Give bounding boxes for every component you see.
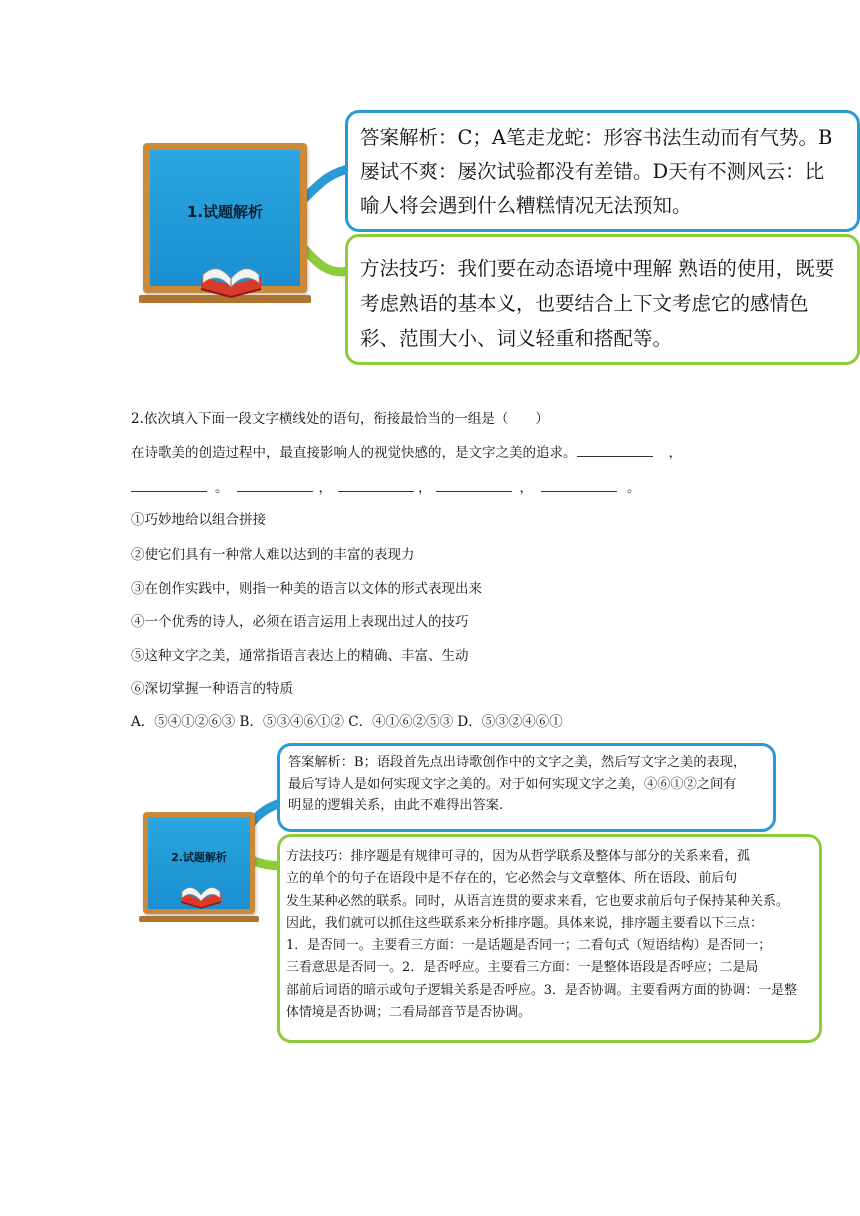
blank xyxy=(237,479,313,492)
answer-callout xyxy=(345,110,860,232)
method-line: 因此，我们就可以抓住这些联系来分析排序题。具体来说，排序题主要看以下三点： xyxy=(286,915,763,931)
option-item: ④一个优秀的诗人，必须在语言运用上表现出过人的技巧 xyxy=(131,614,469,630)
answer-callout xyxy=(277,743,776,832)
option-item: ②使它们具有一种常人难以达到的丰富的表现力 xyxy=(131,547,415,563)
answer-line: 答案解析：C；A笔走龙蛇：形容书法生动而有气势。B xyxy=(360,126,833,149)
method-line: 三看意思是否同一。2．是否呼应。主要看三方面：一是整体语段是否呼应；二是局 xyxy=(286,960,759,976)
blank xyxy=(131,479,207,492)
method-line: 体情境是否协调；二看局部音节是否协调。 xyxy=(286,1005,531,1021)
blank xyxy=(541,479,617,492)
answer-line: 屡试不爽：屡次试验都没有差错。D天有不测风云：比 xyxy=(360,160,825,183)
answer-choices: A．⑤④①②⑥③ B．⑤③④⑥①② C．④①⑥②⑤③ D．⑤③②④⑥① xyxy=(131,714,563,730)
option-item: ③在创作实践中，则指一种美的语言以文体的形式表现出来 xyxy=(131,581,482,597)
method-line: 方法技巧：排序题是有规律可寻的，因为从哲学联系及整体与部分的关系来看，孤 xyxy=(286,849,751,864)
answer-line: 答案解析：B；语段首先点出诗歌创作中的文字之美，然后写文字之美的表现， xyxy=(288,755,747,770)
question-passage: 在诗歌美的创造过程中，最直接影响人的视觉快感的，是文字之美的追求。 ， xyxy=(131,445,682,461)
passage-text: 在诗歌美的创造过程中，最直接影响人的视觉快感的，是文字之美的追求。 xyxy=(131,445,577,461)
board-title: 2.试题解析 xyxy=(171,851,227,864)
option-item: ⑥深切掌握一种语言的特质 xyxy=(131,681,293,697)
blank xyxy=(436,479,512,492)
book-icon xyxy=(197,255,265,303)
answer-line: 喻人将会遇到什么糟糕情况无法预知。 xyxy=(360,194,692,217)
answer-line: 明显的逻辑关系，由此不难得出答案. xyxy=(288,798,504,813)
method-callout xyxy=(277,834,822,1043)
option-item: ⑤这种文字之美，通常指语言表达上的精确、丰富、生动 xyxy=(131,648,469,664)
answer-line: 最后写诗人是如何实现文字之美的。对于如何实现文字之美，④⑥①②之间有 xyxy=(288,776,737,792)
question-stem: 2.依次填入下面一段文字横线处的语句，衔接最恰当的一组是（ ） xyxy=(131,411,549,427)
method-line: 立的单个的句子在语段中是不存在的，它必然会与文章整体、所在语段、前后句 xyxy=(286,871,738,887)
blank xyxy=(338,479,414,492)
option-item: ①巧妙地给以组合拼接 xyxy=(131,512,266,528)
book-icon xyxy=(178,878,224,912)
method-callout xyxy=(345,234,860,365)
method-line: 部前后词语的暗示或句子逻辑关系是否呼应。3．是否协调。主要看两方面的协调：一是整 xyxy=(286,982,797,998)
method-line: 方法技巧：我们要在动态语境中理解 熟语的使用，既要 xyxy=(360,257,835,280)
method-line: 考虑熟语的基本义，也要结合上下文考虑它的感情色 xyxy=(360,292,809,315)
board-title: 1.试题解析 xyxy=(186,202,264,221)
method-line: 1．是否同一。主要看三方面：一是话题是否同一；二看句式（短语结构）是否同一； xyxy=(286,938,772,954)
method-line: 彩、范围大小、词义轻重和搭配等。 xyxy=(360,327,673,350)
method-line: 发生某种必然的联系。同时，从语言连贯的要求来看，它也要求前后句子保持某种关系。 xyxy=(286,893,789,909)
blank-line: 。 ， ， ， 。 xyxy=(131,476,641,496)
blank xyxy=(577,444,653,457)
